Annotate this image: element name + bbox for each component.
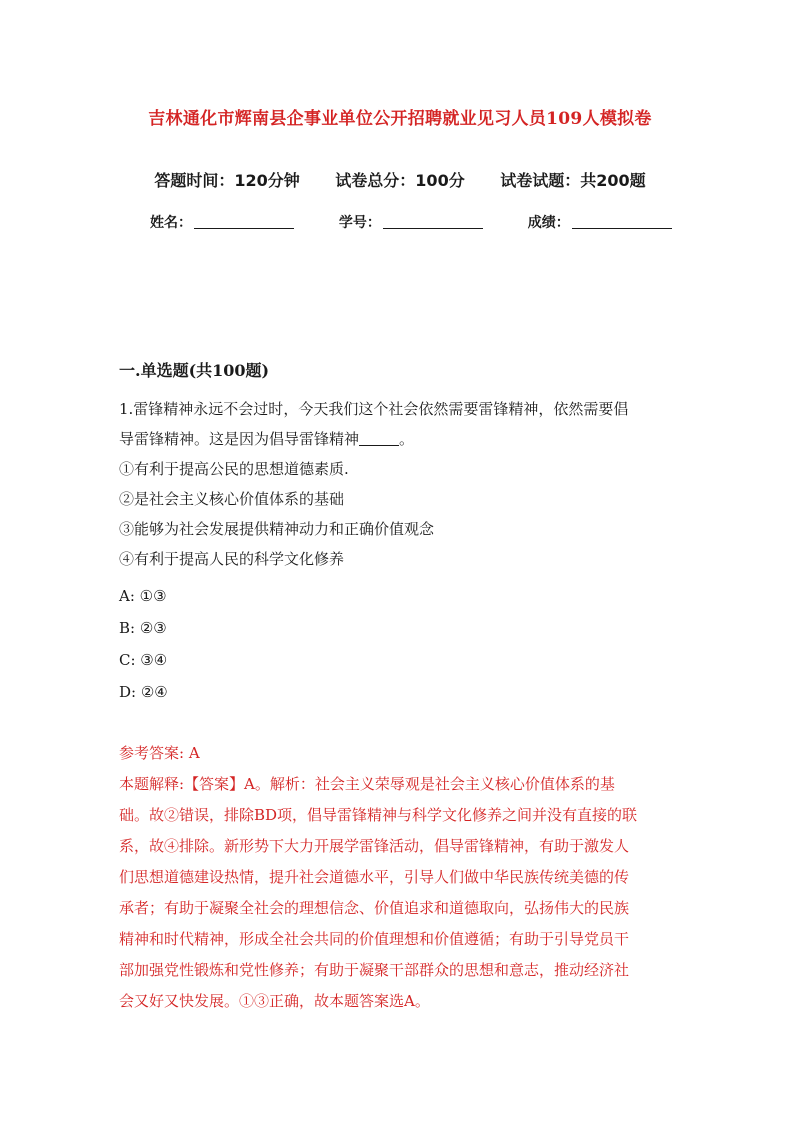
exam-question-count: 试卷试题：共200题 xyxy=(500,171,646,190)
question-stem-end: 。 xyxy=(399,430,415,448)
exam-title: 吉林通化市辉南县企事业单位公开招聘就业见习人员109人模拟卷 xyxy=(148,109,652,129)
name-label: 姓名： xyxy=(150,215,192,231)
explanation-line: 系，故④排除。新形势下大力开展学雷锋活动，倡导雷锋精神，有助于激发人 xyxy=(119,837,630,855)
question-1 xyxy=(119,394,681,574)
question-stem-text: 导雷锋精神。这是因为倡导雷锋精神 xyxy=(119,430,360,448)
score-blank xyxy=(572,214,672,229)
statement-item: ③能够为社会发展提供精神动力和正确价值观念 xyxy=(119,520,435,538)
answer-explanation xyxy=(119,738,689,1017)
score-field xyxy=(528,212,672,232)
student-id-label: 学号： xyxy=(338,215,381,231)
exam-meta xyxy=(0,168,800,191)
option-c: C: ③④ xyxy=(119,651,168,669)
question-stem-line-2 xyxy=(119,424,681,454)
question-stem-line-1: 1.雷锋精神永远不会过时，今天我们这个社会依然需要雷锋精神，依然需要倡 xyxy=(119,400,629,418)
explanation-line: 承者；有助于凝聚全社会的理想信念、价值追求和道德取向，弘扬伟大的民族 xyxy=(119,899,630,917)
explanation-line: 础。故②错误，排除BD项，倡导雷锋精神与科学文化修养之间并没有直接的联 xyxy=(119,806,638,824)
exam-total-score: 试卷总分：100分 xyxy=(335,171,465,190)
explanation-line: 本题解释:【答案】A。解析：社会主义荣辱观是社会主义核心价值体系的基 xyxy=(119,775,615,793)
exam-time: 答题时间：120分钟 xyxy=(154,171,300,190)
statement-item: ④有利于提高人民的科学文化修养 xyxy=(119,550,345,568)
answer-options xyxy=(119,580,168,708)
statement-item: ①有利于提高公民的思想道德素质. xyxy=(119,460,349,478)
student-info-fields xyxy=(150,212,690,232)
explanation-line: 部加强党性锻炼和党性修养；有助于凝聚干部群众的思想和意志，推动经济社 xyxy=(119,961,630,979)
option-d: D: ②④ xyxy=(119,683,168,701)
explanation-line: 们思想道德建设热情，提升社会道德水平，引导人们做中华民族传统美德的传 xyxy=(119,868,630,886)
statement-item: ②是社会主义核心价值体系的基础 xyxy=(119,490,345,508)
answer-blank xyxy=(359,429,399,446)
reference-answer: 参考答案: A xyxy=(119,744,200,762)
explanation-line: 会又好又快发展。①③正确，故本题答案选A。 xyxy=(119,992,430,1010)
option-b: B: ②③ xyxy=(119,619,167,637)
student-id-blank xyxy=(383,214,483,229)
score-label: 成绩： xyxy=(527,215,570,231)
section-title: 一.单选题(共100题) xyxy=(119,361,270,380)
student-id-field xyxy=(339,212,483,232)
name-blank xyxy=(194,214,294,229)
name-field xyxy=(150,212,294,232)
option-a: A: ①③ xyxy=(119,587,167,605)
explanation-line: 精神和时代精神，形成全社会共同的价值理想和价值遵循；有助于引导党员干 xyxy=(119,930,630,948)
